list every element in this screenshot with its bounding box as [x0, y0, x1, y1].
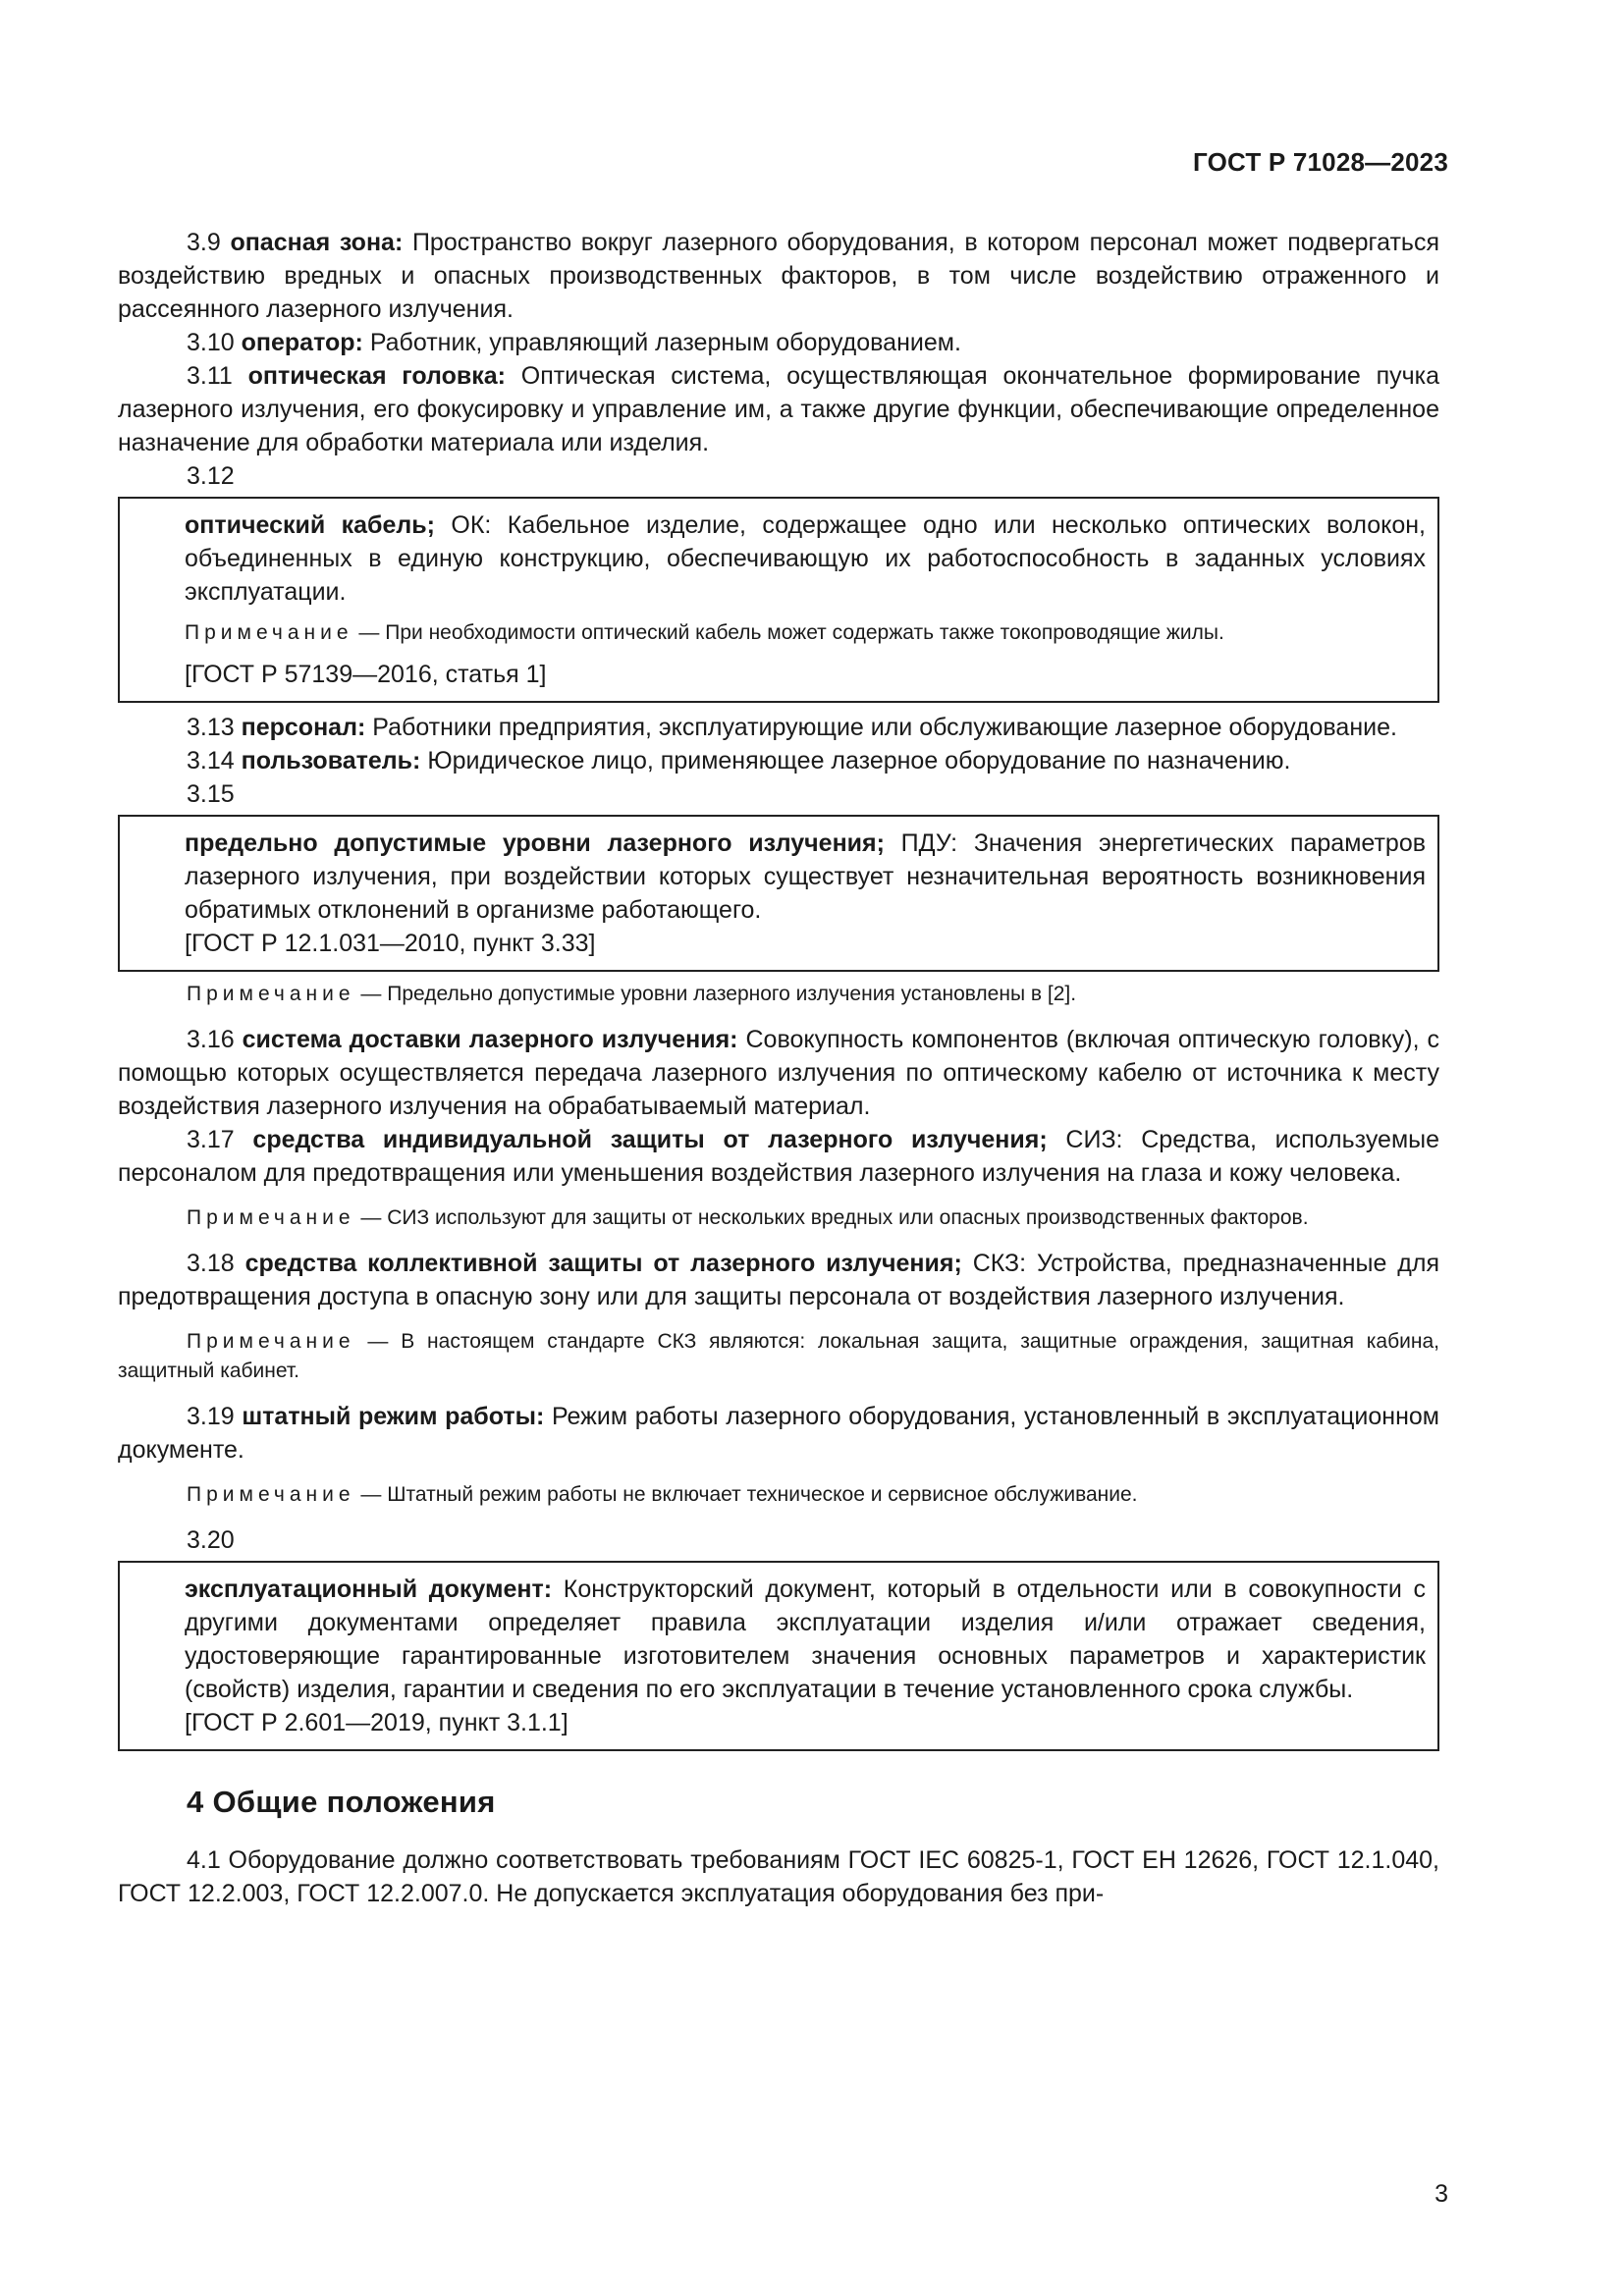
term-3-10: 3.10 оператор: Работник, управляющий лазерным оборудованием. [187, 329, 961, 356]
term-3-15-definition: предельно допустимые уровни лазерного излучения; ПДУ: Значения энергетических параметров лазерного излучения, при воздействии которых существует незначительная вероятность возникновения обратимых отклонений в организме работающего. [185, 829, 1427, 924]
term-3-19-note: Примечание — Штатный режим работы не включает техническое и сервисное обслуживание. [187, 1483, 1138, 1506]
term-3-18: 3.18 средства коллективной защиты от лазерного излучения; СКЗ: Устройства, предназначенные для предотвращения доступа в опасную зону или для защиты персонала от воздействия лазерного излучения. [118, 1250, 1440, 1310]
term-3-12-definition: оптический кабель; ОК: Кабельное изделие, содержащее одно или несколько оптических волокон, объединенных в единую конструкцию, обеспечивающую их работоспособность в заданных условиях эксплуатации. [185, 511, 1427, 606]
term-3-20-ref: [ГОСТ Р 2.601—2019, пункт 3.1.1] [185, 1709, 568, 1736]
term-3-13: 3.13 персонал: Работники предприятия, эксплуатирующие или обслуживающие лазерное оборудование. [187, 714, 1397, 741]
term-3-14: 3.14 пользователь: Юридическое лицо, применяющее лазерное оборудование по назначению. [187, 747, 1291, 774]
term-3-17: 3.17 средства индивидуальной защиты от лазерного излучения; СИЗ: Средства, используемые персоналом для предотвращения или уменьшения воздействия лазерного излучения на глаза и кожу человека. [118, 1126, 1440, 1187]
term-3-15-note: Примечание — Предельно допустимые уровни лазерного излучения установлены в [2]. [187, 983, 1077, 1005]
term-3-20-definition: эксплуатационный документ: Конструкторский документ, который в отдельности или в совокупности с другими документами определяет правила эксплуатации изделия и/или отражает сведения, удостоверяющие гарантированные изготовителем значения основных параметров и характеристик (свойств) изделия, гарантии и сведения по его эксплуатации в течение установленного срока службы. [185, 1575, 1426, 1703]
term-3-20-number: 3.20 [187, 1526, 235, 1554]
term-3-15-box [118, 815, 1439, 972]
page-number: 3 [1435, 2180, 1448, 2208]
term-3-11: 3.11 оптическая головка: Оптическая система, осуществляющая окончательное формирование пучка лазерного излучения, его фокусировку и управление им, а также другие функции, обеспечивающие определенное назначение для обработки материала или изделия. [118, 362, 1440, 456]
term-3-12-note: Примечание — При необходимости оптический кабель может содержать также токопроводящие жилы. [185, 621, 1224, 644]
term-3-18-note: Примечание — В настоящем стандарте СКЗ являются: локальная защита, защитные ограждения, защитная кабина, защитный кабинет. [118, 1330, 1439, 1382]
section-4-heading: 4 Общие положения [187, 1785, 496, 1819]
term-3-20-box [118, 1561, 1439, 1751]
term-3-12-ref: [ГОСТ Р 57139—2016, статья 1] [185, 661, 547, 688]
term-3-16: 3.16 система доставки лазерного излучения: Совокупность компонентов (включая оптическую головку), с помощью которых осуществляется передача лазерного излучения по оптическому кабелю от источника к месту воздействия лазерного излучения на обрабатываемый материал. [118, 1026, 1440, 1120]
term-3-12-box [118, 497, 1439, 703]
page-content [118, 226, 1439, 1910]
term-3-19: 3.19 штатный режим работы: Режим работы лазерного оборудования, установленный в эксплуатационном документе. [118, 1403, 1439, 1464]
document-header: ГОСТ Р 71028—2023 [1193, 147, 1448, 177]
term-3-15-number: 3.15 [187, 780, 235, 808]
term-3-12-number: 3.12 [187, 462, 235, 490]
paragraph-4-1: 4.1 Оборудование должно соответствовать требованиям ГОСТ IEC 60825-1, ГОСТ ЕН 12626, ГОСТ 12.1.040, ГОСТ 12.2.003, ГОСТ 12.2.007.0. Не допускается эксплуатация оборудования без при- [118, 1846, 1439, 1907]
term-3-15-ref: [ГОСТ Р 12.1.031—2010, пункт 3.33] [185, 930, 596, 957]
term-3-9: 3.9 опасная зона: Пространство вокруг лазерного оборудования, в котором персонал может подвергаться воздействию вредных и опасных производственных факторов, в том числе воздействию отраженного и рассеянного лазерного излучения. [118, 229, 1439, 323]
term-3-17-note: Примечание — СИЗ используют для защиты от нескольких вредных или опасных производственных факторов. [187, 1206, 1309, 1229]
